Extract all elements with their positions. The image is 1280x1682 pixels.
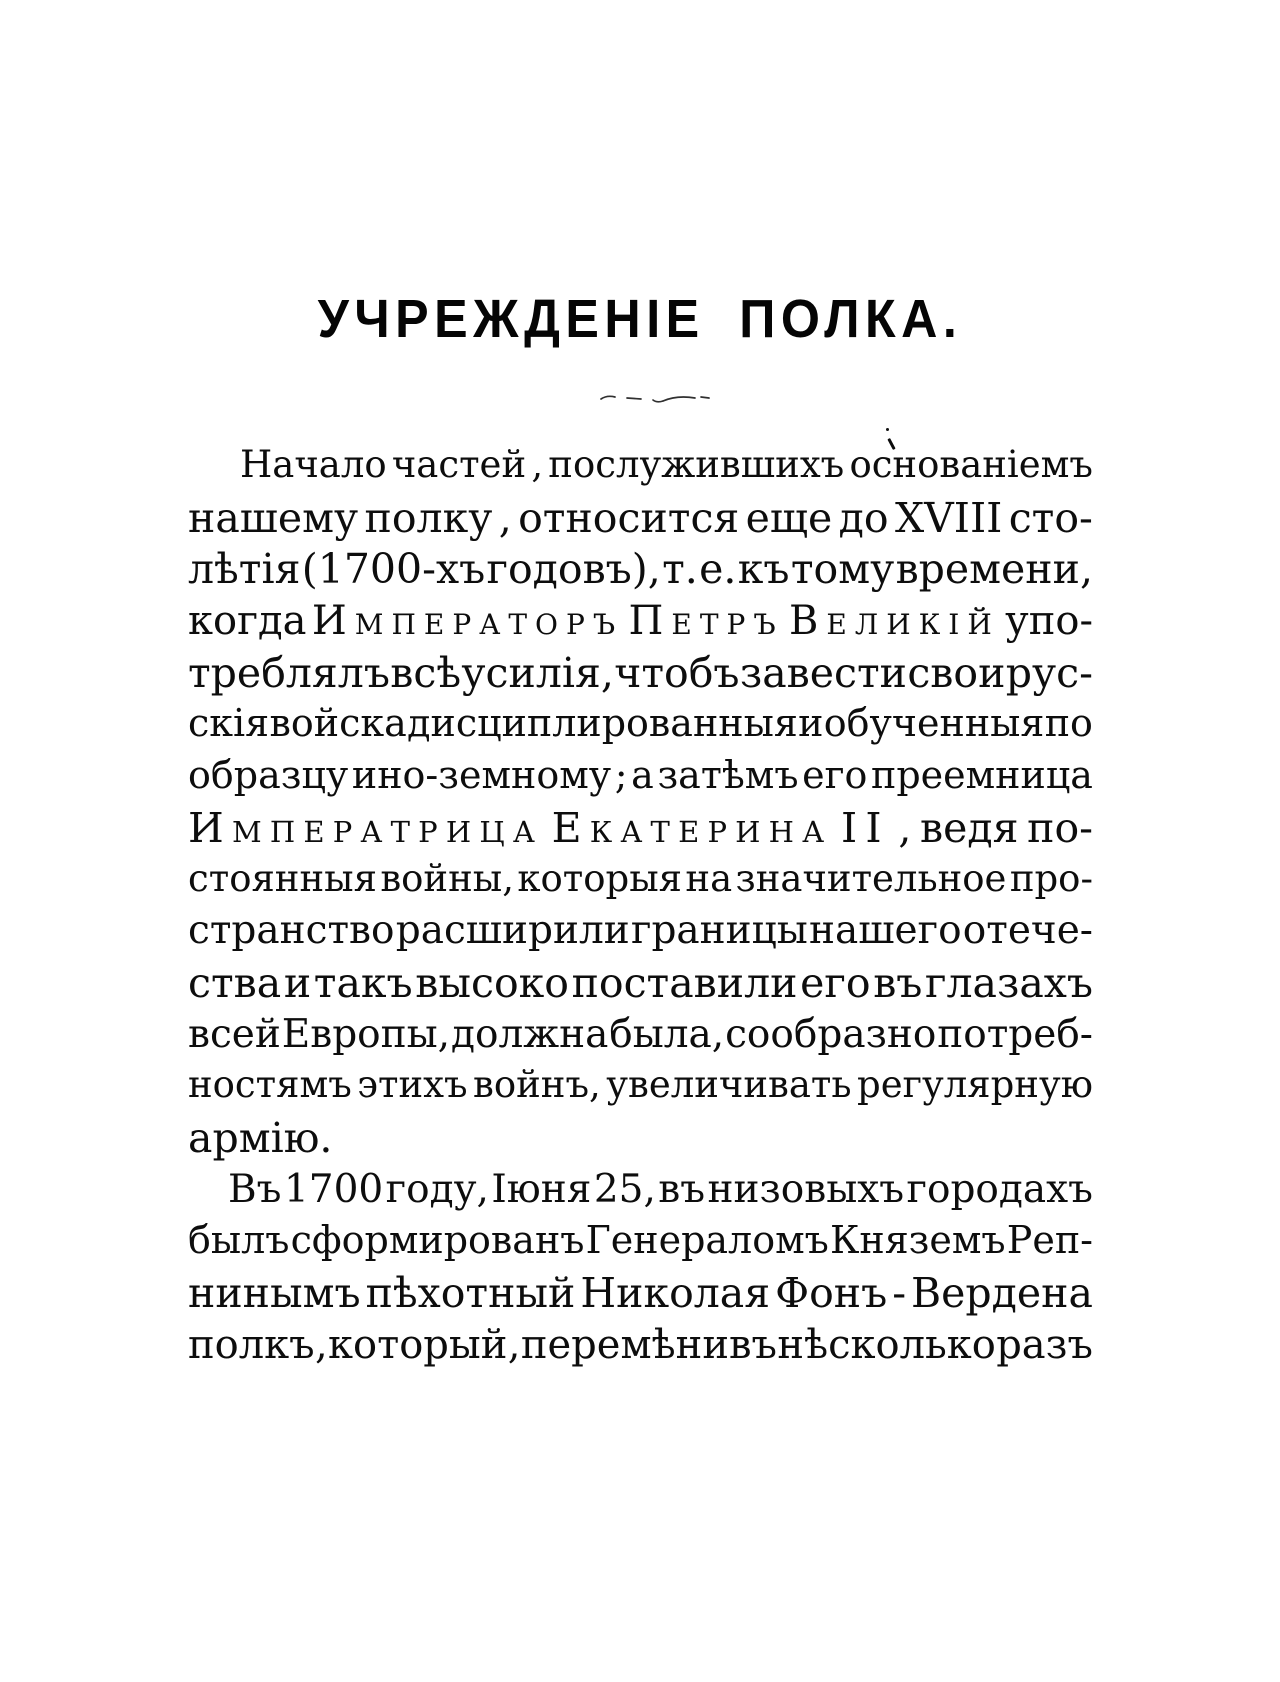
word: его bbox=[800, 958, 871, 1007]
text-line bbox=[188, 1321, 1093, 1377]
word: году, bbox=[385, 1166, 489, 1212]
word: увеличивать bbox=[606, 1063, 852, 1107]
word: ностямъ bbox=[188, 1063, 352, 1107]
word: еще bbox=[745, 493, 833, 542]
text-line bbox=[188, 648, 1093, 705]
word: нинымъ bbox=[188, 1269, 361, 1317]
word: чтобъ bbox=[614, 648, 740, 697]
page-title: УЧРЕЖДЕНІЕ ПОЛКА. bbox=[317, 289, 963, 349]
word: образцу bbox=[188, 753, 349, 798]
word: Генераломъ bbox=[585, 1218, 829, 1263]
word: войны, bbox=[380, 856, 514, 900]
word: по- bbox=[1027, 803, 1093, 852]
word-smallcaps: Екатерина bbox=[551, 803, 833, 852]
word: Іюня bbox=[491, 1166, 592, 1212]
word: , bbox=[898, 803, 912, 852]
word: Европы, bbox=[281, 1011, 451, 1057]
word: Фонъ bbox=[775, 1269, 888, 1317]
word: 25, bbox=[593, 1166, 656, 1212]
word: ; bbox=[614, 753, 628, 798]
word: основаніемъ bbox=[849, 443, 1093, 486]
word: Княземъ bbox=[829, 1218, 1006, 1263]
word: потреб- bbox=[937, 1011, 1093, 1057]
word: Въ bbox=[228, 1166, 282, 1212]
word: на bbox=[685, 856, 733, 900]
word: сообразно bbox=[725, 1011, 937, 1057]
word: который bbox=[328, 1321, 508, 1368]
ink-speck-dot bbox=[886, 428, 889, 431]
word: т. bbox=[662, 545, 698, 594]
text-line bbox=[188, 1063, 1093, 1118]
word: ино-земному bbox=[351, 753, 612, 798]
word: Николая bbox=[580, 1269, 771, 1317]
text-line bbox=[188, 1113, 1093, 1170]
word: годовъ), bbox=[486, 545, 661, 594]
text-line bbox=[188, 908, 1093, 963]
word: послужившихъ bbox=[548, 443, 845, 486]
text-line bbox=[188, 701, 1093, 756]
word: - bbox=[892, 1269, 907, 1317]
word: частей bbox=[391, 443, 527, 486]
word: полку bbox=[364, 493, 493, 542]
text-line bbox=[188, 598, 1093, 653]
word: упо- bbox=[1005, 598, 1093, 645]
word: войнъ, bbox=[473, 1063, 601, 1107]
word: до bbox=[838, 493, 889, 542]
word: лѣтія bbox=[188, 545, 301, 594]
word: преемница bbox=[871, 753, 1093, 798]
word: ведя bbox=[920, 803, 1019, 852]
word: XVIII bbox=[894, 493, 1003, 542]
text-line bbox=[188, 1269, 1093, 1325]
word: и bbox=[283, 958, 312, 1007]
text-line bbox=[188, 958, 1093, 1015]
word: и bbox=[798, 701, 824, 746]
word: къ bbox=[737, 545, 790, 594]
word: усилія, bbox=[461, 648, 614, 697]
word: глазахъ bbox=[925, 958, 1093, 1007]
word: нашему bbox=[188, 493, 359, 542]
word: когда bbox=[188, 598, 307, 645]
word: высоко bbox=[415, 958, 569, 1007]
word: рус- bbox=[1005, 648, 1093, 697]
word: Начало bbox=[240, 443, 387, 486]
word: нѣсколько bbox=[777, 1321, 996, 1368]
word: обученныя bbox=[823, 701, 1045, 746]
word: стоянныя bbox=[188, 856, 377, 900]
word: дисциплированныя bbox=[407, 701, 798, 746]
word: пѣхотный bbox=[365, 1269, 576, 1317]
word: Вердена bbox=[911, 1269, 1093, 1317]
word: по bbox=[1044, 701, 1093, 746]
squiggle-divider-icon bbox=[597, 392, 719, 404]
text-line bbox=[188, 545, 1093, 601]
text-line bbox=[188, 1218, 1093, 1273]
word-smallcaps: Великій bbox=[789, 598, 1000, 645]
word: относится bbox=[518, 493, 740, 542]
word: , bbox=[507, 1321, 521, 1368]
word: должна bbox=[450, 1011, 609, 1057]
text-line bbox=[188, 493, 1093, 550]
word: времени, bbox=[895, 545, 1093, 594]
word: войска bbox=[269, 701, 407, 746]
word: странство bbox=[188, 908, 395, 954]
word: которыя bbox=[517, 856, 682, 900]
word: отече- bbox=[962, 908, 1093, 954]
word: армію. bbox=[188, 1113, 333, 1162]
word: была, bbox=[609, 1011, 725, 1057]
word: тому bbox=[790, 545, 895, 594]
word: всѣ bbox=[390, 648, 462, 697]
word: , bbox=[314, 1321, 328, 1368]
text-line bbox=[188, 443, 1093, 498]
word-smallcaps: Петръ bbox=[628, 598, 784, 645]
word-smallcaps: II bbox=[840, 803, 890, 852]
word: всей bbox=[188, 1011, 281, 1057]
word: этихъ bbox=[357, 1063, 468, 1107]
text-line bbox=[188, 803, 1093, 860]
word: значительное bbox=[735, 856, 1007, 900]
word: такъ bbox=[313, 958, 413, 1007]
word: (1700-хъ bbox=[301, 545, 486, 594]
word: городахъ bbox=[906, 1166, 1093, 1212]
word: е. bbox=[699, 545, 737, 594]
text-line bbox=[188, 1011, 1093, 1067]
word: сформированъ bbox=[290, 1218, 585, 1263]
word: свои bbox=[907, 648, 1006, 697]
word-smallcaps: Императрица bbox=[188, 803, 543, 852]
text-line bbox=[188, 753, 1093, 808]
word: регулярную bbox=[857, 1063, 1093, 1107]
word: , bbox=[531, 443, 544, 486]
text-block bbox=[188, 443, 1093, 1376]
text-line bbox=[188, 1166, 1093, 1222]
word: скія bbox=[188, 701, 270, 746]
word: перемѣнивъ bbox=[520, 1321, 777, 1368]
word: 1700 bbox=[283, 1166, 384, 1212]
word: въ bbox=[873, 958, 923, 1007]
word-smallcaps: Императоръ bbox=[311, 598, 624, 645]
word: сто- bbox=[1008, 493, 1093, 542]
word: ства bbox=[188, 958, 282, 1007]
word: въ bbox=[658, 1166, 706, 1212]
word: низовыхъ bbox=[707, 1166, 905, 1212]
word: , bbox=[498, 493, 512, 542]
word: его bbox=[802, 753, 868, 798]
word: про- bbox=[1009, 856, 1093, 900]
word: полкъ bbox=[188, 1321, 315, 1368]
word: нашего bbox=[809, 908, 962, 954]
word: разъ bbox=[996, 1321, 1093, 1368]
word: расширили bbox=[395, 908, 630, 954]
text-line bbox=[188, 856, 1093, 912]
word: треблялъ bbox=[188, 648, 390, 697]
word: Реп- bbox=[1006, 1218, 1093, 1263]
word: границы bbox=[631, 908, 808, 954]
word: а bbox=[631, 753, 654, 798]
word: поставили bbox=[571, 958, 798, 1007]
word: затѣмъ bbox=[657, 753, 799, 798]
word: завести bbox=[739, 648, 907, 697]
word: былъ bbox=[188, 1218, 290, 1263]
